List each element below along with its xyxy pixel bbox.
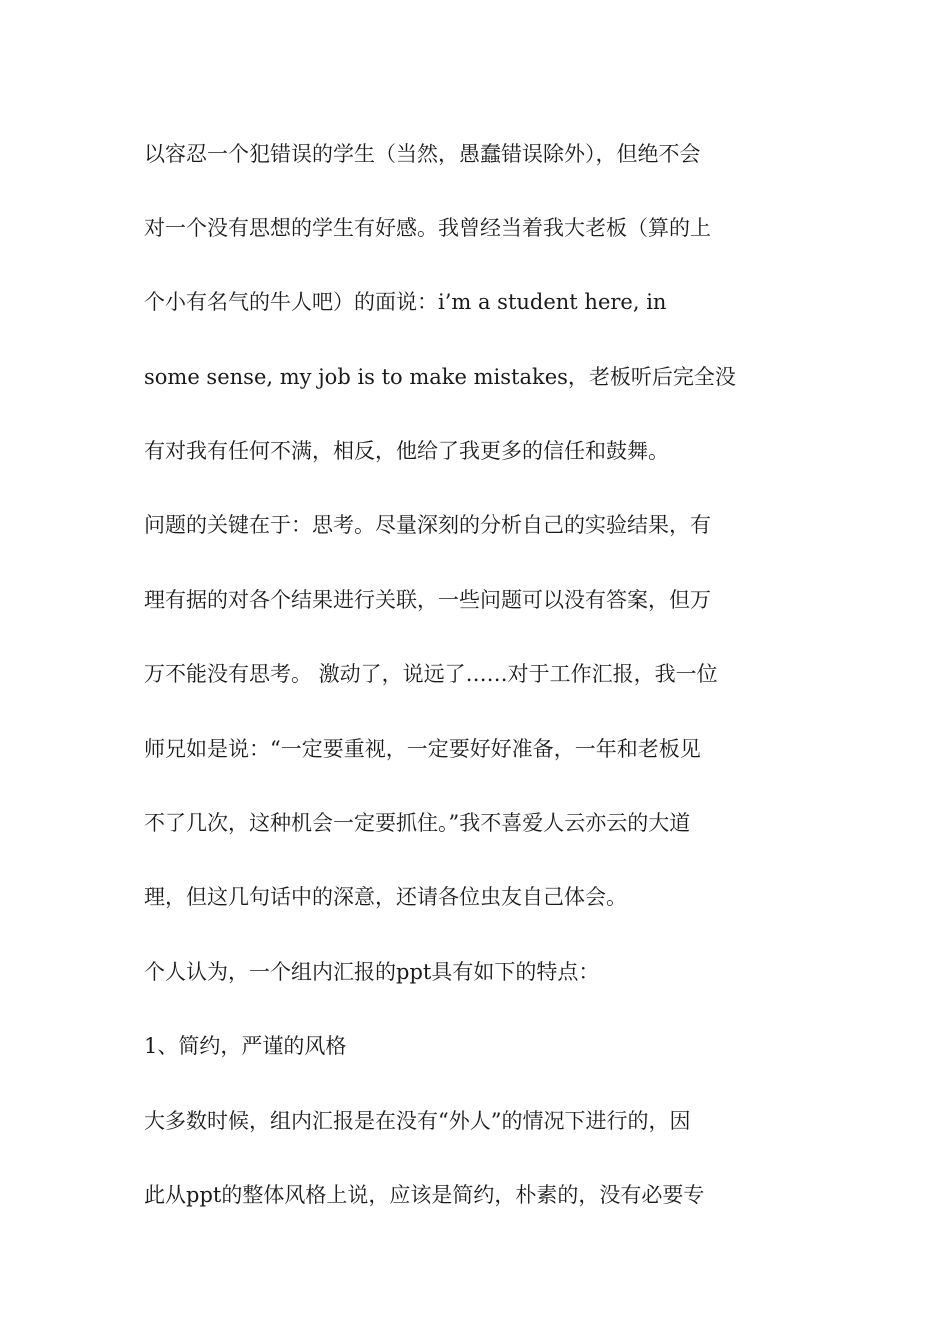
text-line: 万不能没有思考。 激动了，说远了……对于工作汇报，我一位 xyxy=(144,662,718,686)
text-line: 1、简约，严谨的风格 xyxy=(144,1034,347,1058)
text-line: 个人认为，一个组内汇报的ppt具有如下的特点： xyxy=(144,960,600,984)
text-line: some sense, my job is to make mistakes，老板听后完全没 xyxy=(144,365,736,389)
text-line: 大多数时候，组内汇报是在没有“外人”的情况下进行的，因 xyxy=(144,1109,691,1133)
text-line: 对一个没有思想的学生有好感。我曾经当着我大老板（算的上 xyxy=(144,216,711,240)
text-line: 不了几次，这种机会一定要抓住。”我不喜爱人云亦云的大道 xyxy=(144,811,691,835)
text-line: 以容忍一个犯错误的学生（当然，愚蠢错误除外），但绝不会 xyxy=(144,142,701,166)
text-line: 个小有名气的牛人吧）的面说：i’m a student here, in xyxy=(144,290,667,314)
text-line: 师兄如是说：“一定要重视，一定要好好准备，一年和老板见 xyxy=(144,737,701,761)
text-line: 有对我有任何不满，相反，他给了我更多的信任和鼓舞。 xyxy=(144,439,669,463)
text-line: 理有据的对各个结果进行关联，一些问题可以没有答案，但万 xyxy=(144,588,711,612)
text-line: 理，但这几句话中的深意，还请各位虫友自己体会。 xyxy=(144,885,627,909)
text-line: 此从ppt的整体风格上说，应该是简约，朴素的，没有必要专 xyxy=(144,1183,705,1207)
text-line: 问题的关键在于：思考。尽量深刻的分析自己的实验结果，有 xyxy=(144,513,711,537)
